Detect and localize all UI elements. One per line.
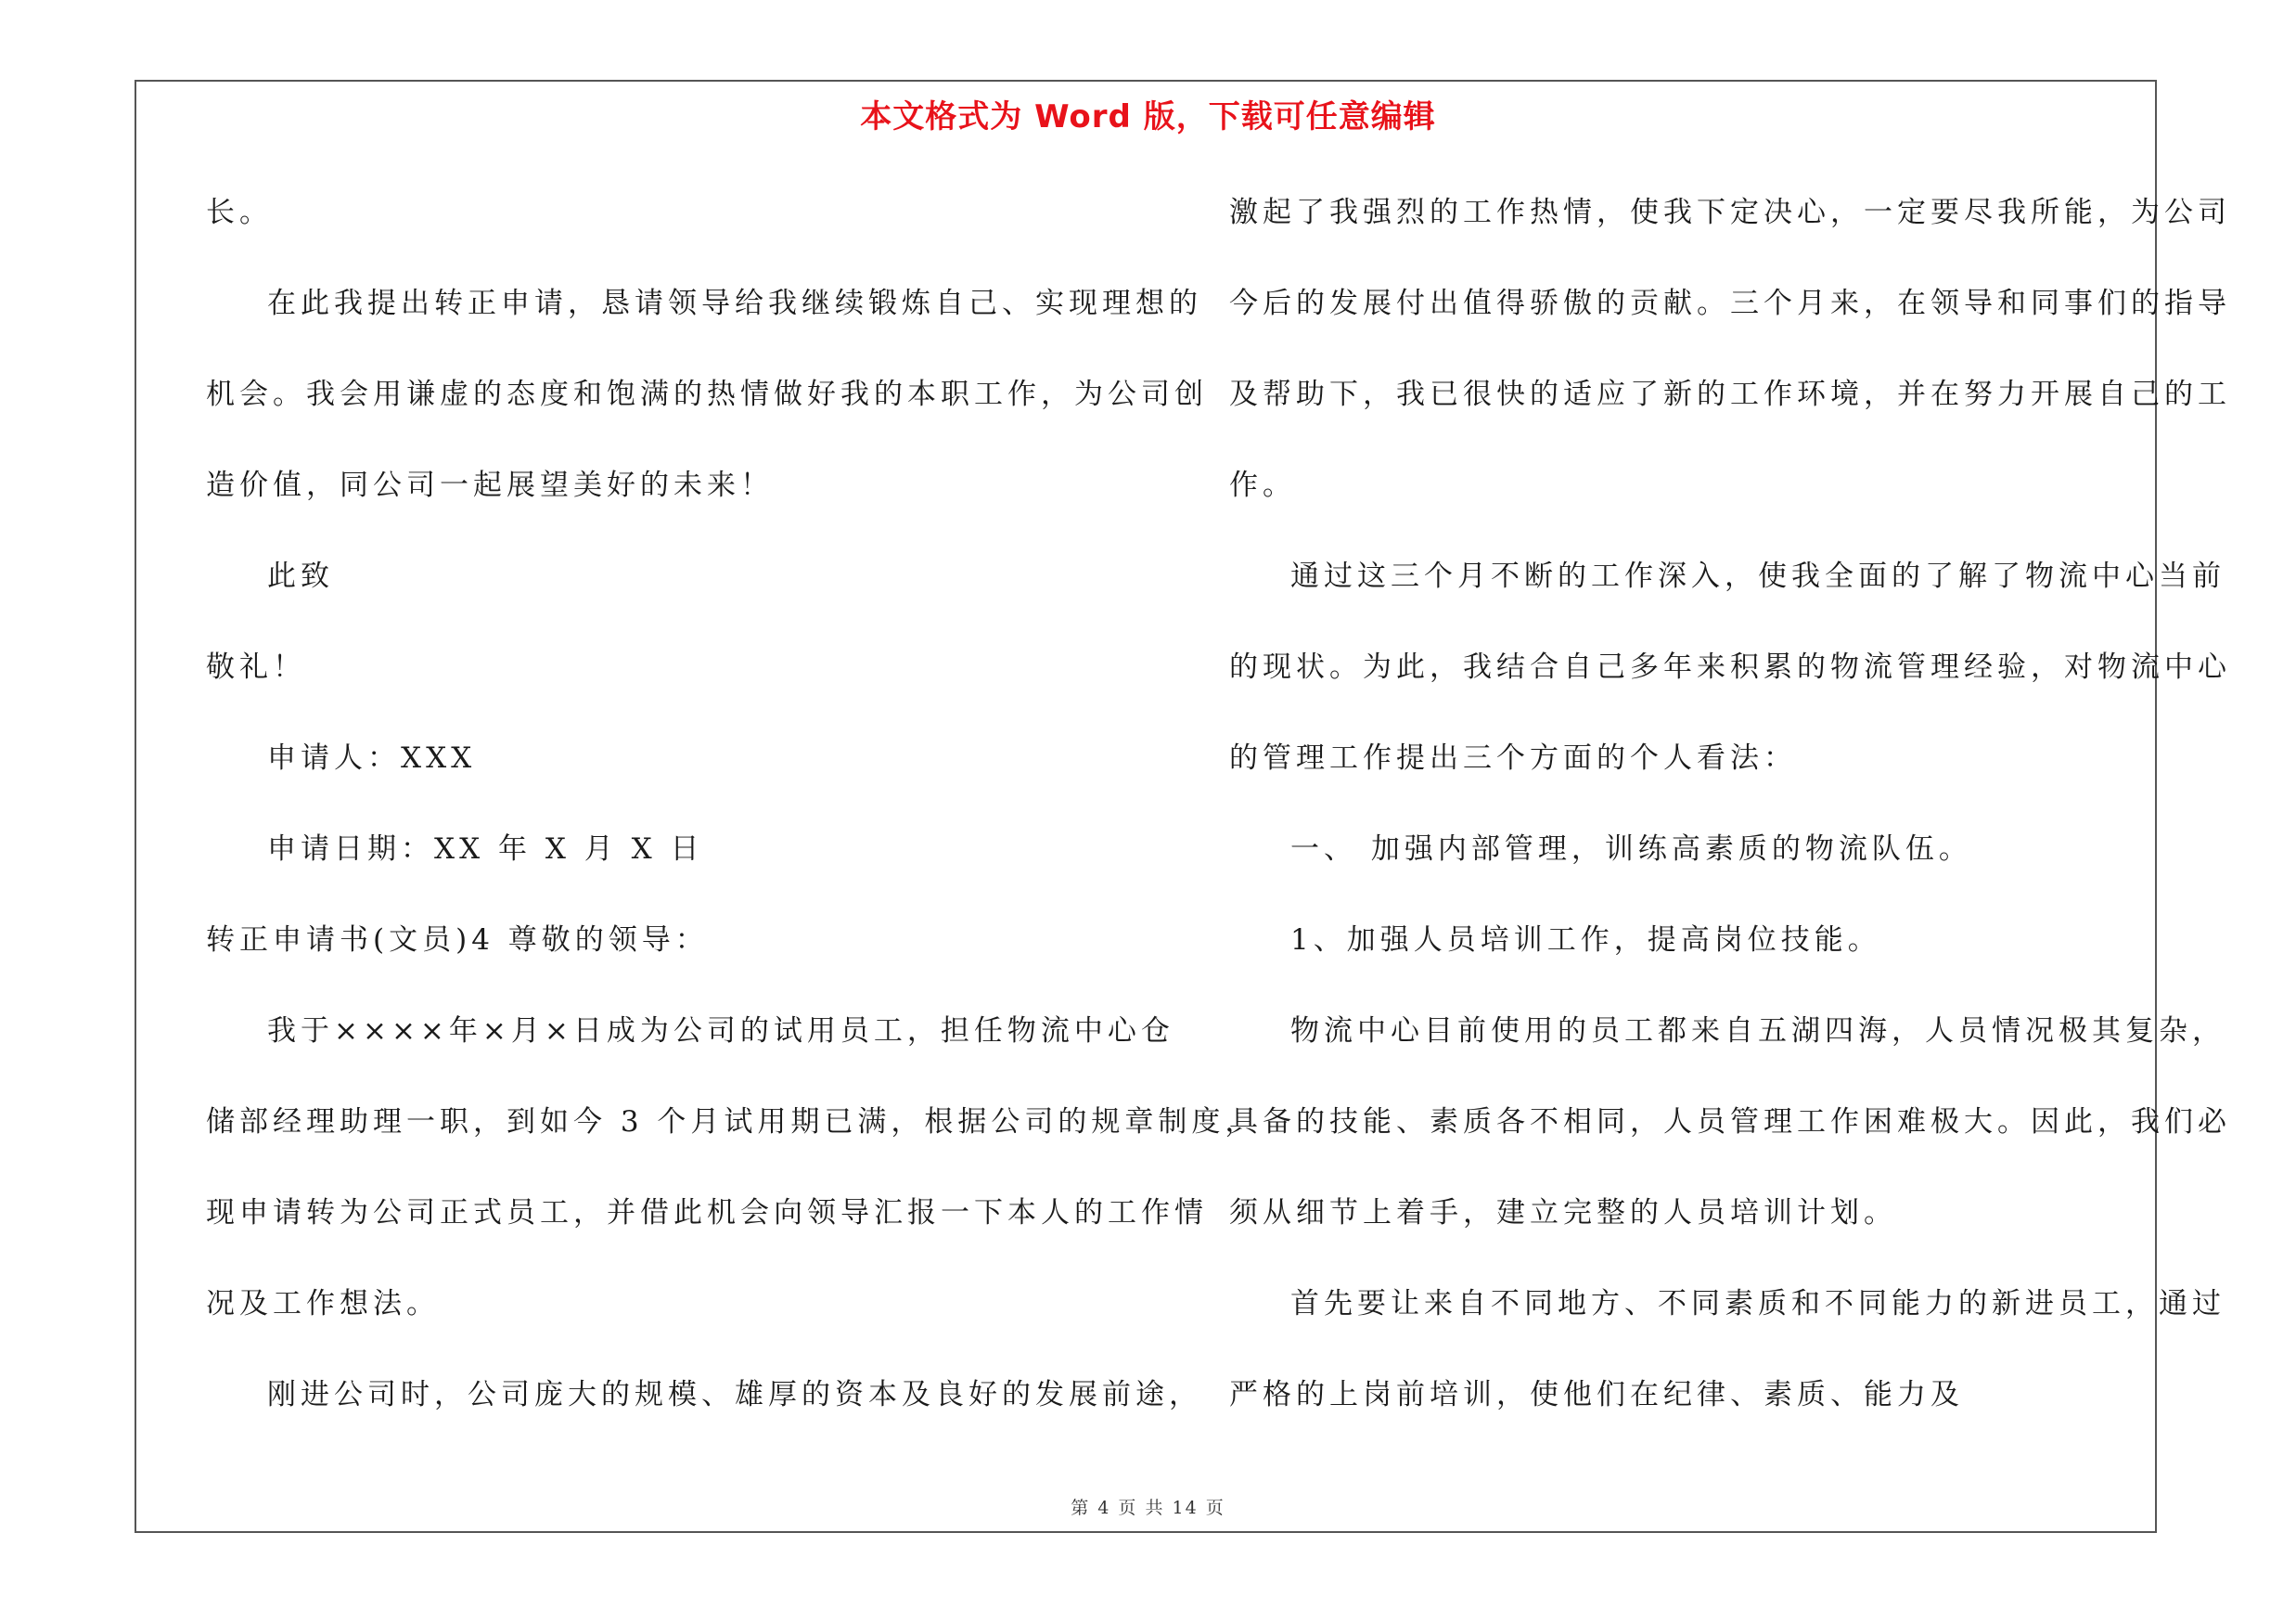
text-line: 作。 [1229,469,1296,502]
text-line: 通过这三个月不断的工作深入，使我全面的了解了物流中心当前 [1290,560,2225,593]
text-line: 具备的技能、素质各不相同，人员管理工作困难极大。因此，我们必 [1229,1105,2231,1139]
text-line: 激起了我强烈的工作热情，使我下定决心，一定要尽我所能，为公司 [1229,196,2231,229]
text-line: 转正申请书(文员)4 尊敬的领导： [206,923,709,957]
text-line: 申请日期：XX 年 X 月 X 日 [267,832,704,866]
text-line: 机会。我会用谦虚的态度和饱满的热情做好我的本职工作，为公司创 [206,378,1208,411]
text-line: 现申请转为公司正式员工，并借此机会向领导汇报一下本人的工作情 [206,1196,1208,1230]
text-line: 须从细节上着手，建立完整的人员培训计划。 [1229,1196,1897,1230]
text-line: 此致 [267,560,334,593]
text-line: 申请人：XXX [267,741,477,775]
text-line: 长。 [206,196,273,229]
text-line: 严格的上岗前培训，使他们在纪律、素质、能力及 [1229,1378,1964,1411]
text-line: 1、加强人员培训工作，提高岗位技能。 [1290,923,1881,957]
text-line: 及帮助下，我已很快的适应了新的工作环境，并在努力开展自己的工 [1229,378,2231,411]
banner-notice: 本文格式为 Word 版，下载可任意编辑 [860,98,1436,135]
text-line: 物流中心目前使用的员工都来自五湖四海，人员情况极其复杂， [1290,1014,2225,1048]
right-text-column [1229,182,2231,1455]
text-line: 造价值，同公司一起展望美好的未来！ [206,469,774,502]
text-line: 的现状。为此，我结合自己多年来积累的物流管理经验，对物流中心 [1229,650,2231,684]
text-line: 一、 加强内部管理，训练高素质的物流队伍。 [1290,832,1972,866]
text-line: 我于××××年×月×日成为公司的试用员工，担任物流中心仓 [267,1014,1174,1048]
text-line: 的管理工作提出三个方面的个人看法： [1229,741,1797,775]
text-line: 况及工作想法。 [206,1287,440,1320]
text-line: 今后的发展付出值得骄傲的贡献。三个月来，在领导和同事们的指导 [1229,287,2231,320]
text-line: 储部经理助理一职，到如今 3 个月试用期已满，根据公司的规章制度， [206,1105,1259,1139]
page-number-footer: 第 4 页 共 14 页 [1071,1498,1225,1518]
left-text-column [206,182,1259,1455]
text-line: 敬礼！ [206,650,306,684]
text-line: 在此我提出转正申请，恳请领导给我继续锻炼自己、实现理想的 [267,287,1202,320]
text-line: 首先要让来自不同地方、不同素质和不同能力的新进员工，通过 [1290,1287,2225,1320]
text-line: 刚进公司时，公司庞大的规模、雄厚的资本及良好的发展前途， [267,1378,1202,1411]
